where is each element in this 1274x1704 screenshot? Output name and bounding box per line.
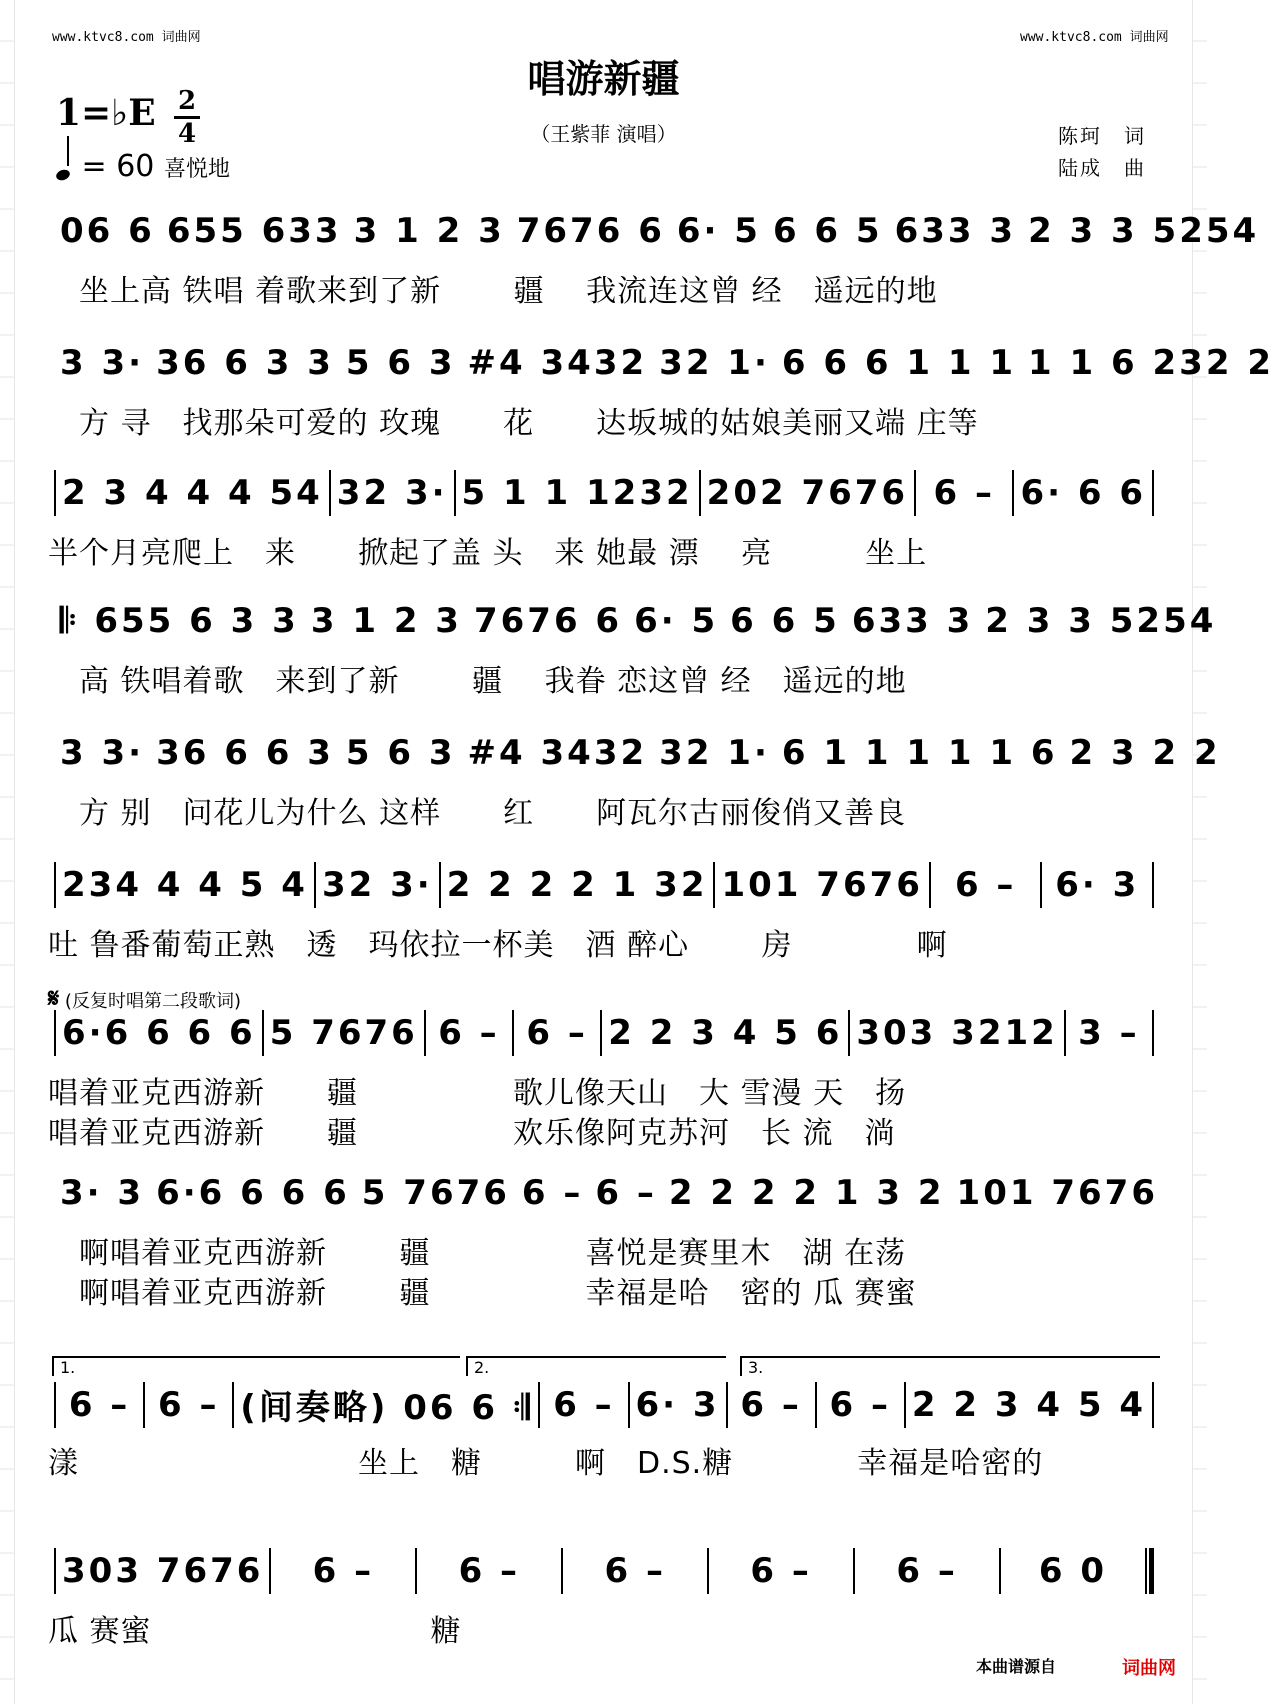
measure-row [48,730,1221,776]
measure: 655 633 [166,211,342,251]
measure: 32 1· [659,733,770,773]
measure: 6 – [458,1551,521,1591]
measure-row [48,1170,1160,1216]
barline [600,1010,602,1056]
barline [512,1010,514,1056]
barline [561,1548,563,1594]
measure: 6 6 6 1 1 1 [781,343,1017,383]
lyric-line: 半个月亮爬上 来 掀起了盖 头 来 她最 漂 亮 坐上 [48,536,928,571]
measure: 3 – [1078,1013,1140,1053]
lyric-line: 瓜 赛蜜 糖 [48,1614,462,1649]
measure: 2 3 2 2 [1069,733,1221,773]
barline [1064,1010,1066,1056]
barline [538,1382,540,1428]
measure: 6 6 5 [772,211,883,251]
measure-row [48,1010,1160,1056]
measure-row [48,1548,1160,1594]
measure: 303 7676 [62,1551,264,1591]
song-title: 唱游新疆 [527,57,680,101]
measure: 6 – [526,1013,588,1053]
barline [269,1548,271,1594]
staff-line [48,1170,1160,1324]
measure: 3 3· [60,733,145,773]
segno-note: (反复时唱第二段歌词) [64,991,241,1012]
mood-marking: 喜悦地 [163,157,230,182]
segno-icon: 𝄋 [48,984,60,1014]
right-margin-strip [1192,0,1207,1704]
measure: 06 6 [60,211,155,251]
measure: 6 – [553,1384,615,1425]
measure: 5 1 1 1232 [461,473,693,513]
barline [815,1382,817,1428]
barline [699,470,701,516]
footer-brand[interactable]: 词曲网 [1122,1658,1176,1679]
measure: 3 1 2 3 [353,211,505,251]
staff-line [48,598,1217,710]
lyric-line: 啊唱着亚克西游新 疆 幸福是哈 密的 瓜 赛蜜 [48,1276,917,1311]
measure: 36 6 6 3 [156,733,334,773]
measure: 6 – [157,1384,220,1425]
barline [54,1382,56,1428]
measure: 234 4 4 5 4 [62,865,308,905]
barline [1040,862,1042,908]
staff-line [48,862,1160,974]
measure: (间奏略) 06 6 𝄇 [240,1388,533,1428]
volta-1-label: 1. [60,1358,76,1377]
barline [329,470,331,516]
measure: 6· 6 6 [1020,473,1146,513]
measure: 32 3· [321,865,433,905]
measure: 6 – [933,473,996,513]
measure: 6· 5 [634,601,719,641]
lyric-line: 吐 鲁番葡萄正熟 透 玛依拉一杯美 酒 醉心 房 啊 [48,928,948,963]
measure-row [48,862,1160,908]
measure: 6 – [438,1013,500,1053]
staff-line [48,730,1221,842]
measure: 6 – [312,1551,375,1591]
barline [999,1548,1001,1594]
measure: 6 – [740,1384,802,1425]
measure: 2 3 4 4 4 54 [62,473,323,513]
barline [904,1382,906,1428]
staff-line [48,208,1260,320]
measure: 32 1· [659,343,770,383]
barline [262,1010,264,1056]
barline [914,470,916,516]
measure: 6· 3 [1055,865,1140,905]
measure: 6· 3 [635,1384,720,1425]
site-watermark-right[interactable]: www.ktvc8.com 词曲网 [1020,30,1169,45]
measure: 6 – [896,1551,958,1591]
volta-bracket-3 [740,1356,1160,1376]
measure: #4 3432 [467,733,648,773]
lyric-line: 啊唱着亚克西游新 疆 喜悦是赛里木 湖 在荡 [48,1236,907,1271]
measure: 2 3 3 5254 [985,601,1217,641]
staff-line [48,1548,1160,1660]
measure-row [48,208,1260,254]
measure: 633 3 [894,211,1017,251]
lyric-line: 高 铁唱着歌 来到了新 疆 我眷 恋这曾 经 遥远的地 [48,664,907,699]
performer-line: （王紫菲 演唱） [530,122,677,146]
barline [54,470,56,516]
lyric-line: 漾 坐上 糖 啊 D.S.糖 幸福是哈密的 [48,1446,1044,1481]
staff-line [48,1010,1160,1164]
measure-row [48,470,1160,516]
barline [54,1548,56,1594]
measure: 101 7676 [721,865,923,905]
measure: 5 6 3 [345,343,456,383]
measure: 1 1 6 232 2 [1028,343,1274,383]
measure: 6 0 [1038,1551,1108,1591]
barline [628,1382,630,1428]
barline [143,1382,145,1428]
barline [1152,862,1154,908]
segno-annotation [48,984,241,1015]
measure: 101 7676 [956,1173,1158,1213]
measure: 6 – [595,1173,657,1213]
measure: 2 2 3 4 5 6 [608,1013,843,1053]
measure: 633 3 [851,601,974,641]
staff-line [48,470,1160,582]
barline [1152,1010,1154,1056]
measure: 2 2 3 4 5 4 [911,1384,1147,1425]
measure: 2 3 3 5254 [1028,211,1260,251]
volta-3-label: 3. [748,1358,764,1377]
measure-row [48,598,1217,644]
barline [848,1010,850,1056]
lyric-line: 方 寻 找那朵可爱的 玫瑰 花 达坂城的姑娘美丽又端 庄等 [48,406,979,441]
lyric-line: 唱着亚克西游新 疆 歌儿像天山 大 雪漫 天 扬 [48,1076,907,1111]
measure: 6· 5 [676,211,761,251]
measure: 6 – [750,1551,812,1591]
measure: 2 2 2 2 1 32 [446,865,708,905]
measure: 7676 6 [473,601,623,641]
barline [853,1548,855,1594]
lyric-line: 坐上高 铁唱 着歌来到了新 疆 我流连这曾 经 遥远的地 [48,274,938,309]
barline [1152,470,1154,516]
measure: 3· 3 [60,1173,145,1213]
measure: 5 7676 [361,1173,510,1213]
measure: 𝄆 655 6 3 3 [60,601,299,641]
key-signature: 1=♭E [56,92,156,134]
composer-credit: 陆成 曲 [1058,156,1146,180]
footer-source: 本曲谱源自 [976,1657,1057,1676]
measure: 6·6 6 6 6 [62,1013,256,1053]
barline [54,862,56,908]
measure: 7676 6 [516,211,665,251]
barline [232,1382,234,1428]
barline [1152,1382,1154,1428]
measure: 6·6 6 6 6 [156,1173,350,1213]
measure-row [48,1380,1160,1429]
measure: 202 7676 [706,473,909,513]
barline [54,1010,56,1056]
measure: 32 3· [336,473,448,513]
left-margin-strip [0,0,15,1704]
barline [707,1548,709,1594]
lyric-line: 方 别 问花儿为什么 这样 红 阿瓦尔古丽俊俏又善良 [48,796,907,831]
volta-2-label: 2. [474,1358,490,1377]
measure: 3 1 2 3 [310,601,462,641]
measure: 6 – [604,1551,666,1591]
measure: 36 6 3 3 [156,343,334,383]
barline [439,862,441,908]
measure: 5 6 3 [345,733,456,773]
barline [415,1548,417,1594]
measure: 5 7676 [269,1013,418,1053]
measure: 6 – [521,1173,584,1213]
site-watermark-left[interactable]: www.ktvc8.com 词曲网 [52,30,201,45]
time-top: 2 [177,86,197,116]
barline [713,862,715,908]
measure: 6 1 1 1 1 1 6 [781,733,1058,773]
barline [929,862,931,908]
tempo-marking [56,146,230,184]
measure: 6 6 5 [730,601,840,641]
quarter-note-stem [67,136,69,166]
measure: 6 – [829,1384,892,1425]
barline [454,470,456,516]
barline [726,1382,728,1428]
measure: 2 2 2 2 1 3 2 [668,1173,945,1213]
measure: 6 – [954,865,1017,905]
measure: 3 3· [60,343,145,383]
measure: #4 3432 [467,343,648,383]
tempo-value: = 60 [81,149,155,184]
lyricist-credit: 陈珂 词 [1058,124,1146,148]
barline [1145,1548,1154,1594]
staff-line [48,340,1274,452]
measure: 6 – [68,1384,131,1425]
lyric-line: 唱着亚克西游新 疆 欢乐像阿克苏河 长 流 淌 [48,1116,896,1151]
barline [424,1010,426,1056]
time-signature [172,88,202,147]
barline [314,862,316,908]
volta-bracket-2 [466,1356,726,1376]
volta-bracket-1 [52,1356,460,1376]
quarter-note-icon [55,168,72,182]
measure-row [48,340,1274,386]
barline [1012,470,1014,516]
time-bottom: 4 [177,119,197,149]
staff-line [48,1380,1160,1492]
measure: 303 3212 [856,1013,1058,1053]
